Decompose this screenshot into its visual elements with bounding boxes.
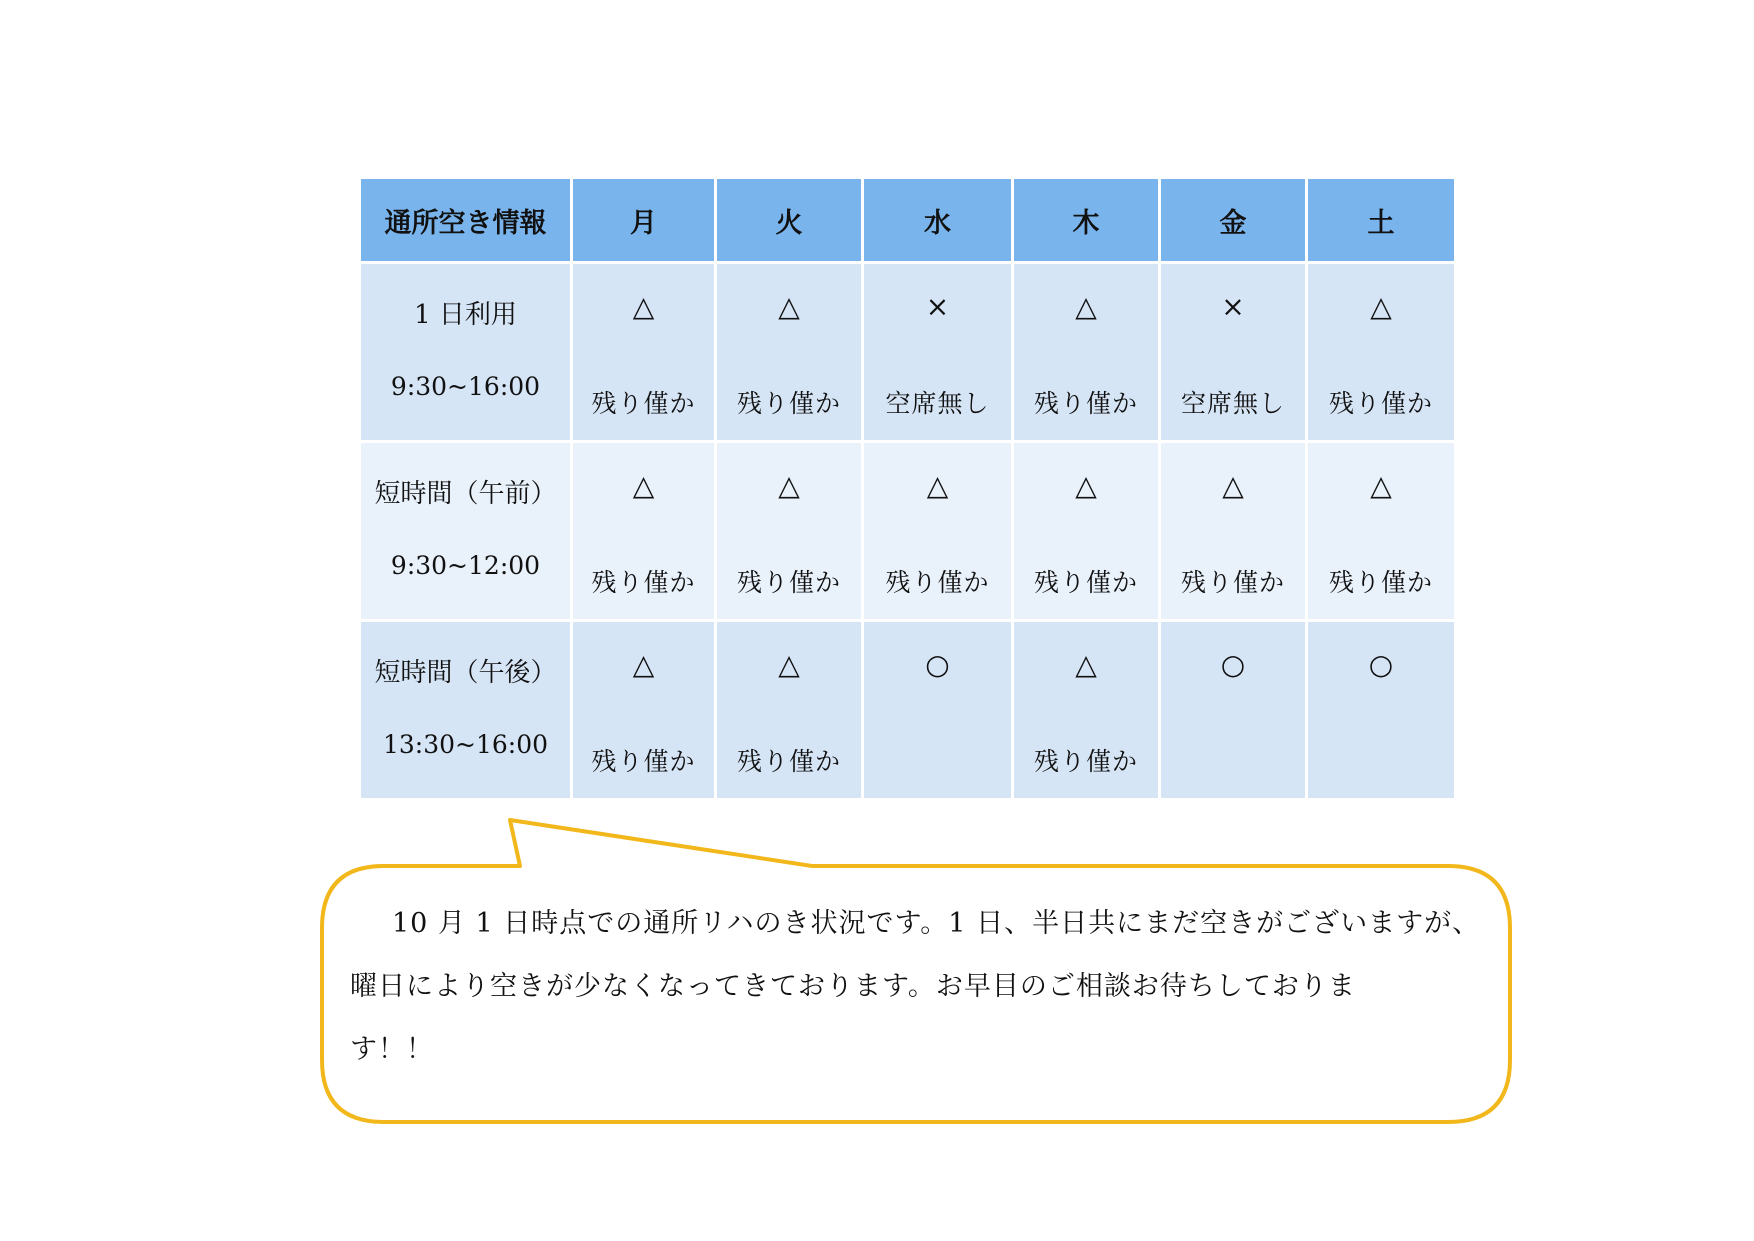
availability-mark: ○	[1368, 648, 1394, 681]
callout-line-1: 10 月 1 日時点での通所リハのき状況です。1 日、半日共にまだ空きがございますが、	[392, 908, 1481, 939]
availability-mark: △	[1370, 469, 1392, 502]
availability-note: 残り僅か	[736, 747, 841, 776]
availability-mark: △	[1075, 469, 1097, 502]
availability-mark: ×	[1221, 290, 1245, 323]
callout-line-2: 曜日により空きが少なくなってきております。お早目のご相談お待ちしておりま	[350, 971, 1356, 1002]
availability-note: 残り僅か	[1033, 747, 1138, 776]
availability-mark: △	[926, 469, 949, 502]
availability-mark: △	[778, 469, 800, 502]
availability-note: 残り僅か	[1180, 568, 1285, 597]
availability-note: 空席無し	[1180, 389, 1285, 418]
availability-mark: △	[1370, 290, 1392, 323]
availability-mark: △	[1075, 290, 1097, 323]
callout-line-3: す！！	[350, 1034, 434, 1065]
availability-note: 残り僅か	[1033, 389, 1138, 418]
day-header-tue: 火	[716, 178, 863, 263]
availability-mark: △	[632, 290, 655, 323]
availability-note: 残り僅か	[591, 568, 696, 597]
corner-header: 通所空き情報	[360, 178, 572, 263]
callout-message	[350, 892, 1500, 1081]
day-header-thu: 木	[1013, 178, 1160, 263]
availability-note: 残り僅か	[1033, 568, 1138, 597]
day-header-mon: 月	[572, 178, 716, 263]
day-header-wed: 水	[863, 178, 1013, 263]
availability-note: 残り僅か	[736, 568, 841, 597]
availability-note: 残り僅か	[1328, 568, 1433, 597]
availability-mark: △	[778, 290, 800, 323]
availability-mark: △	[632, 648, 655, 681]
availability-note: 残り僅か	[736, 389, 841, 418]
availability-note: 空席無し	[885, 389, 990, 418]
row-time: 9:30~12:00	[390, 551, 541, 580]
row-title: 1 日利用	[414, 300, 517, 330]
availability-note: 残り僅か	[885, 568, 990, 597]
availability-mark: ○	[925, 648, 950, 681]
availability-mark: ○	[1220, 648, 1246, 681]
row-time: 9:30~16:00	[390, 372, 541, 401]
day-header-fri: 金	[1160, 178, 1307, 263]
row-title: 短時間（午前）	[374, 479, 557, 509]
availability-mark: ×	[925, 290, 950, 323]
availability-mark: △	[1222, 469, 1244, 502]
availability-mark: △	[632, 469, 655, 502]
row-time: 13:30~16:00	[382, 730, 549, 759]
row-title: 短時間（午後）	[374, 658, 557, 688]
availability-mark: △	[1075, 648, 1097, 681]
availability-note: 残り僅か	[1328, 389, 1433, 418]
availability-mark: △	[778, 648, 800, 681]
day-header-sat: 土	[1307, 178, 1456, 263]
availability-note: 残り僅か	[591, 389, 696, 418]
availability-note: 残り僅か	[591, 747, 696, 776]
